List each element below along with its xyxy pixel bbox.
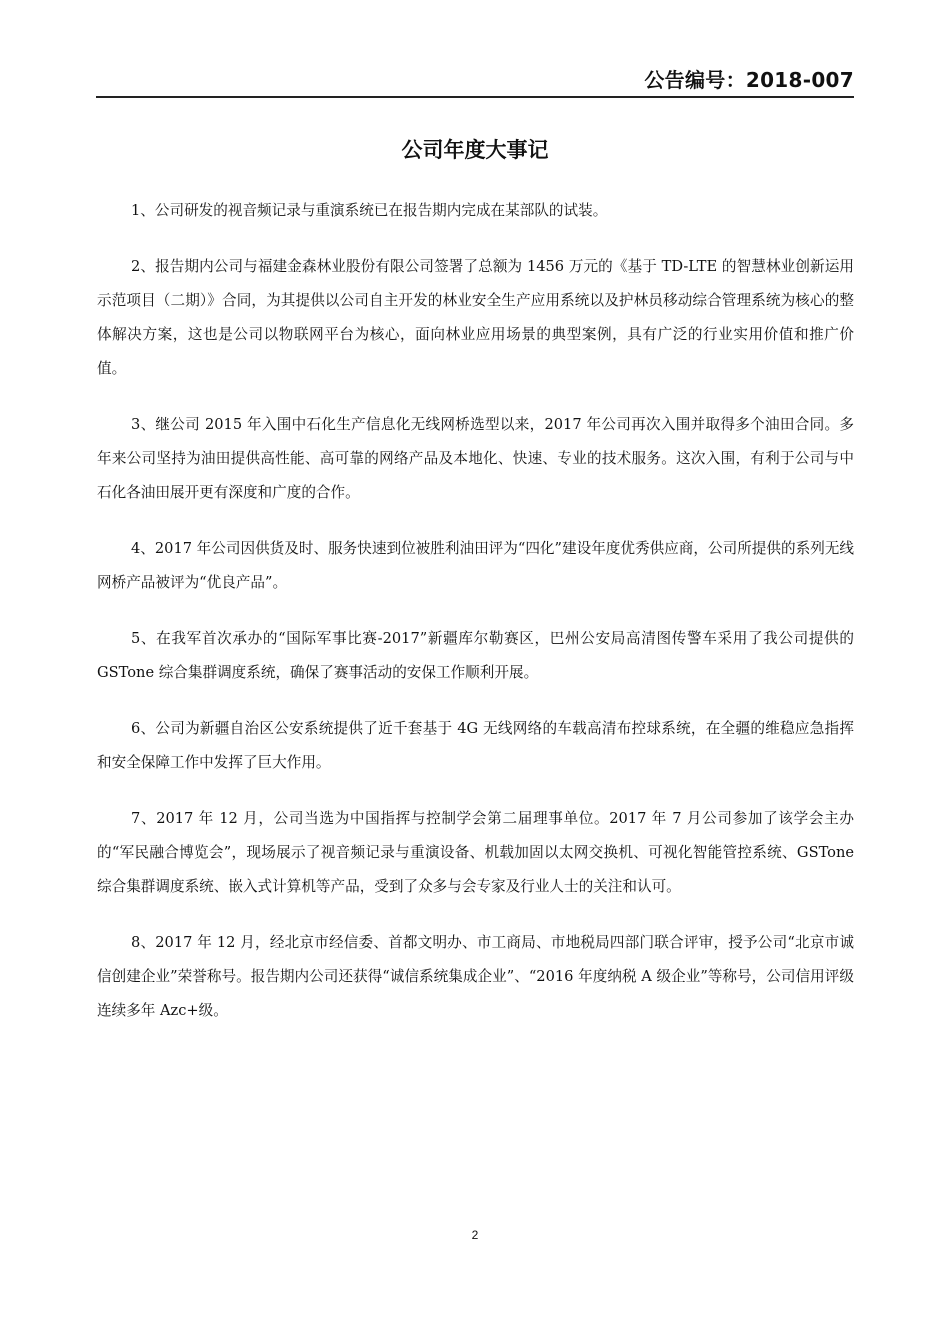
event-item-5: 5、在我军首次承办的“国际军事比赛-2017”新疆库尔勒赛区，巴州公安局高清图传警车采用了我公司提供的 GSTone 综合集群调度系统，确保了赛事活动的安保工作顺利开展。 bbox=[97, 630, 854, 681]
event-item-7: 7、2017 年 12 月，公司当选为中国指挥与控制学会第二届理事单位。2017 年 7 月公司参加了该学会主办的“军民融合博览会”，现场展示了视音频记录与重演设备、机载加固以太网交换机、可视化智能管控系统、GSTone 综合集群调度系统、嵌入式计算机等产品，受到了众多与会专家及行业人士的关注和认可。 bbox=[97, 810, 854, 895]
header-divider bbox=[96, 96, 854, 98]
event-item-2: 2、报告期内公司与福建金森林业股份有限公司签署了总额为 1456 万元的《基于 TD-LTE 的智慧林业创新运用示范项目（二期）》合同，为其提供以公司自主开发的林业安全生产应用系统以及护林员移动综合管理系统为核心的整体解决方案，这也是公司以物联网平台为核心，面向林业应用场景的典型案例，具有广泛的行业实用价值和推广价值。 bbox=[97, 258, 854, 377]
event-item-8: 8、2017 年 12 月，经北京市经信委、首都文明办、市工商局、市地税局四部门联合评审，授予公司“北京市诚信创建企业”荣誉称号。报告期内公司还获得“诚信系统集成企业”、“2016 年度纳税 A 级企业”等称号，公司信用评级连续多年 Azc+级。 bbox=[97, 934, 854, 1019]
event-item-6: 6、公司为新疆自治区公安系统提供了近千套基于 4G 无线网络的车载高清布控球系统，在全疆的维稳应急指挥和安全保障工作中发挥了巨大作用。 bbox=[97, 720, 854, 771]
page-title: 公司年度大事记 bbox=[401, 138, 549, 162]
event-item-1: 1、公司研发的视音频记录与重演系统已在报告期内完成在某部队的试装。 bbox=[131, 202, 608, 219]
document-body bbox=[97, 194, 854, 1050]
announcement-code: 公告编号：2018-007 bbox=[644, 68, 854, 92]
event-item-4: 4、2017 年公司因供货及时、服务快速到位被胜利油田评为“四化”建设年度优秀供应商，公司所提供的系列无线网桥产品被评为“优良产品”。 bbox=[97, 540, 854, 591]
page-number: 2 bbox=[471, 1228, 479, 1242]
event-item-3: 3、继公司 2015 年入围中石化生产信息化无线网桥选型以来，2017 年公司再次入围并取得多个油田合同。多年来公司坚持为油田提供高性能、高可靠的网络产品及本地化、快速、专业的技术服务。这次入围，有利于公司与中石化各油田展开更有深度和广度的合作。 bbox=[97, 416, 854, 501]
